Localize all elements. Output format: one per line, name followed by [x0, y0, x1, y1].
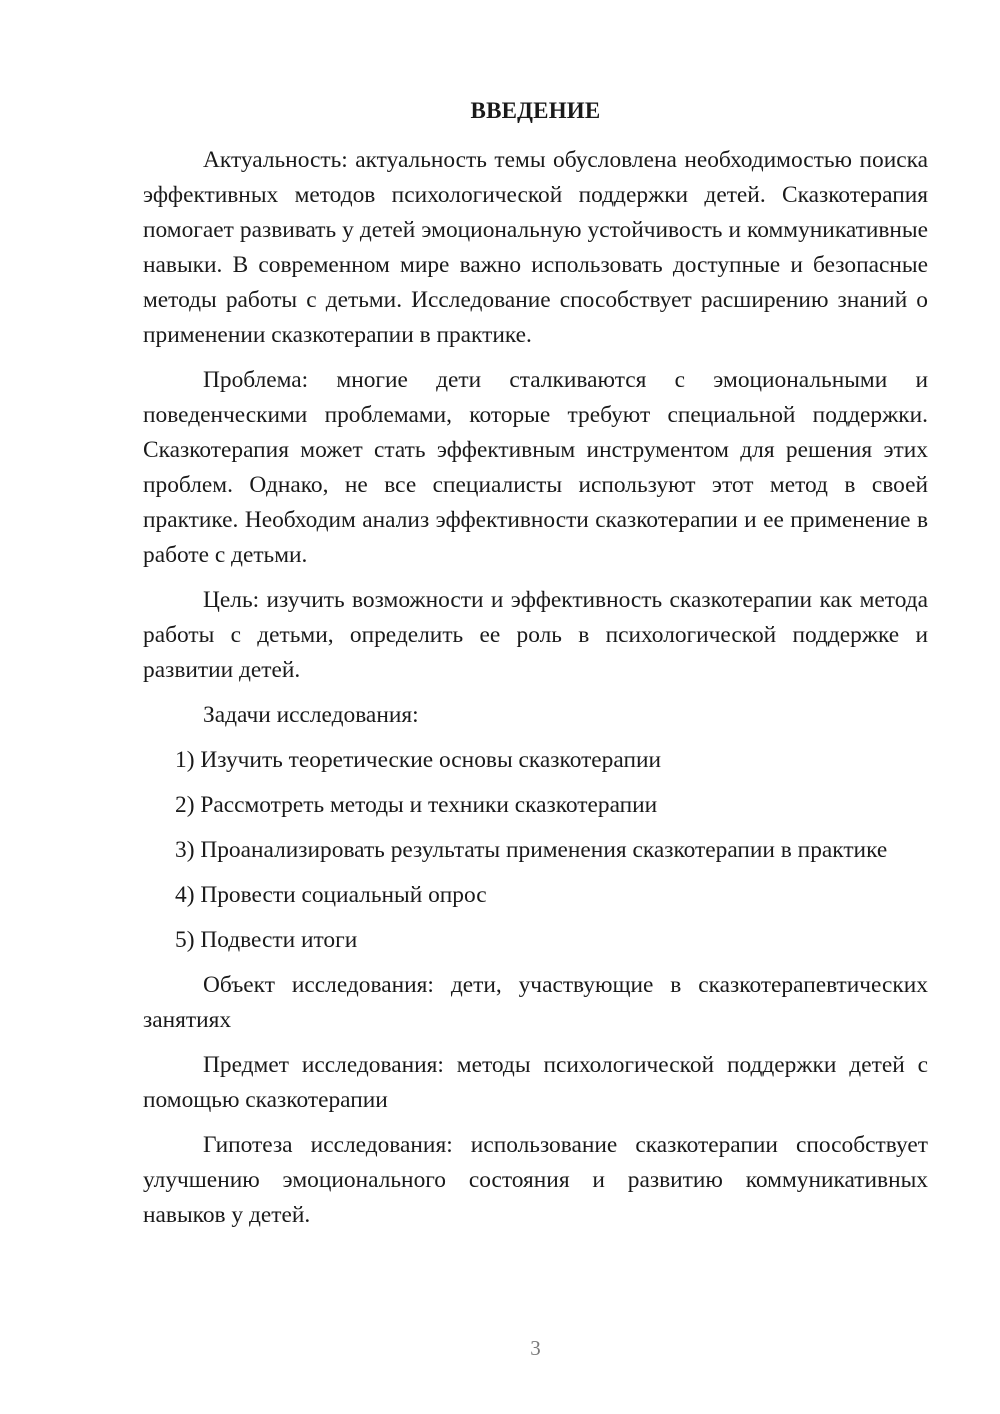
- body-text: [143, 143, 928, 1243]
- section-title: ВВЕДЕНИЕ: [470, 98, 601, 123]
- task-item: 5) Подвести итоги: [175, 927, 358, 953]
- paragraph-relevance: Актуальность: актуальность темы обусловлена необходимостью поиска эффективных методов психологической поддержки детей. Сказкотерапия помогает развивать у детей эмоциональную устойчивость и коммуникативные навыки. В современном мире важно использовать доступные и безопасные методы работы с детьми. Исследование способствует расширению знаний о применении сказкотерапии в практике.: [143, 147, 928, 348]
- paragraph-hypothesis: Гипотеза исследования: использование сказкотерапии способствует улучшению эмоционального состояния и развитию коммуникативных навыков у детей.: [143, 1132, 928, 1228]
- task-item: 1) Изучить теоретические основы сказкотерапии: [175, 747, 662, 773]
- paragraph-object: Объект исследования: дети, участвующие в сказкотерапевтических занятиях: [143, 972, 928, 1033]
- task-item: 3) Проанализировать результаты применения сказкотерапии в практике: [175, 837, 888, 863]
- paragraph-goal: Цель: изучить возможности и эффективность сказкотерапии как метода работы с детьми, определить ее роль в психологической поддержке и развитии детей.: [143, 587, 928, 683]
- task-item: 4) Провести социальный опрос: [175, 882, 487, 908]
- page-number: 3: [530, 1336, 541, 1360]
- task-item: 2) Рассмотреть методы и техники сказкотерапии: [175, 792, 658, 818]
- paragraph-problem: Проблема: многие дети сталкиваются с эмоциональными и поведенческими проблемами, которые требуют специальной поддержки. Сказкотерапия может стать эффективным инструментом для решения этих проблем. Однако, не все специалисты используют этот метод в своей практике. Необходим анализ эффективности сказкотерапии и ее применение в работе с детьми.: [143, 367, 928, 568]
- paragraph-subject: Предмет исследования: методы психологической поддержки детей с помощью сказкотерапии: [143, 1052, 928, 1113]
- paragraph-tasks-heading: Задачи исследования:: [203, 702, 419, 728]
